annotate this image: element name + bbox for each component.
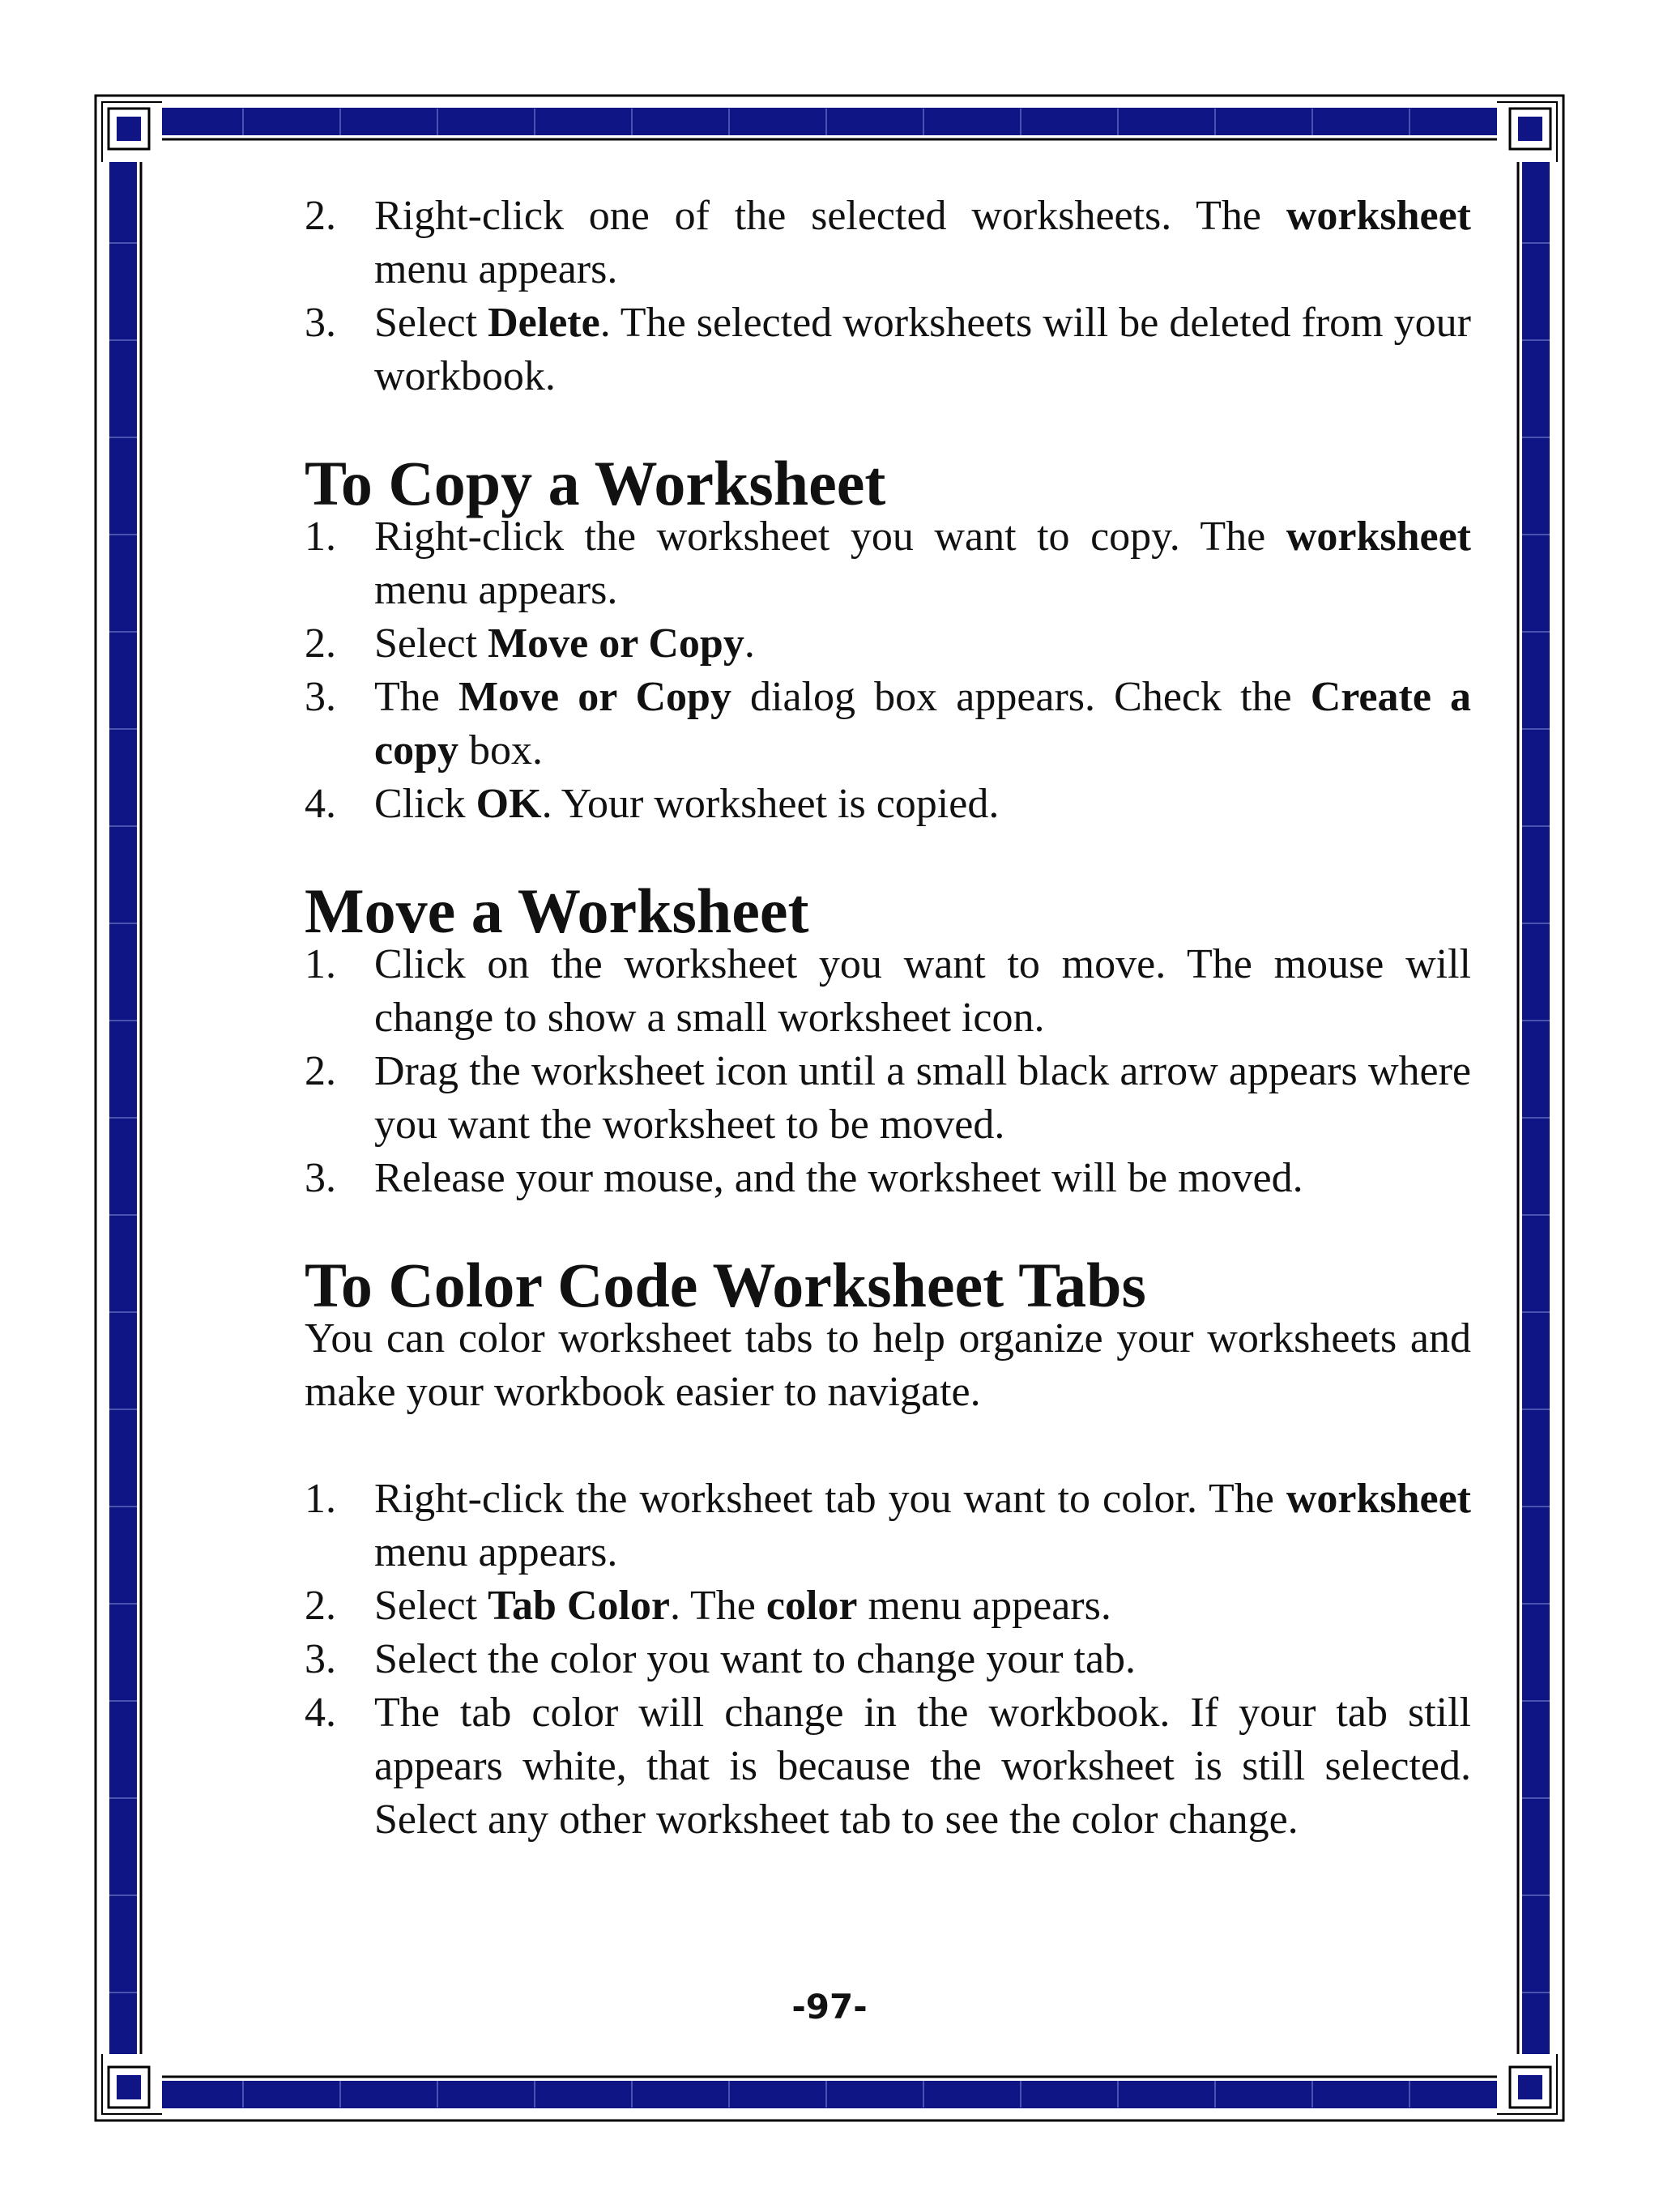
section-heading-copy: To Copy a Worksheet	[305, 448, 886, 518]
step-number: 2.	[305, 1048, 336, 1094]
list-item	[305, 510, 1471, 617]
step-number: 4.	[305, 781, 336, 827]
step-text: Select Move or Copy.	[374, 620, 755, 667]
corner-ornament-fill	[1518, 2075, 1542, 2099]
list-item	[305, 1686, 1471, 1847]
list-item	[305, 617, 1471, 671]
color-intro-paragraph: You can color worksheet tabs to help organize your worksheets and make your workbook easier to navigate.	[305, 1315, 1471, 1415]
step-number: 2.	[305, 193, 336, 239]
page-content	[305, 190, 1471, 1847]
list-item	[305, 1152, 1471, 1205]
step-number: 1.	[305, 1476, 336, 1522]
color-steps-list	[305, 1473, 1471, 1847]
page-number: -97-	[791, 1987, 868, 2027]
step-text: Right-click the worksheet tab you want to color. The worksheet menu appears.	[374, 1476, 1471, 1575]
section-heading-color: To Color Code Worksheet Tabs	[305, 1250, 1146, 1320]
step-text: The Move or Copy dialog box appears. Check the Create a copy box.	[374, 674, 1472, 774]
step-number: 3.	[305, 1155, 336, 1201]
step-text: Right-click one of the selected worksheets. The worksheet menu appears.	[374, 193, 1471, 292]
section-heading-move: Move a Worksheet	[305, 876, 809, 946]
copy-steps-list	[305, 510, 1471, 831]
step-text: Click OK. Your worksheet is copied.	[374, 781, 1000, 827]
corner-ornament-fill	[117, 2075, 141, 2099]
list-item	[305, 778, 1471, 831]
step-number: 3.	[305, 674, 336, 720]
step-number: 1.	[305, 941, 336, 987]
step-number: 2.	[305, 1583, 336, 1629]
corner-ornament-fill	[1518, 117, 1542, 141]
list-item	[305, 1473, 1471, 1579]
step-text: Click on the worksheet you want to move. The mouse will change to show a small worksheet icon.	[374, 941, 1471, 1041]
list-item	[305, 190, 1471, 296]
move-steps-list	[305, 938, 1471, 1205]
list-item	[305, 296, 1471, 403]
continued-steps-list	[305, 190, 1471, 403]
step-text: Select Tab Color. The color menu appears.	[374, 1583, 1111, 1629]
list-item	[305, 938, 1471, 1045]
step-text: Select Delete. The selected worksheets will be deleted from your workbook.	[374, 300, 1471, 399]
step-number: 3.	[305, 300, 336, 346]
step-text: Release your mouse, and the worksheet will be moved.	[374, 1155, 1303, 1201]
step-text: The tab color will change in the workbook. If your tab still appears white, that is because the worksheet is still selected. Select any other worksheet tab to see the color change.	[374, 1690, 1471, 1843]
list-item	[305, 1633, 1471, 1686]
step-text: Select the color you want to change your tab.	[374, 1636, 1137, 1682]
list-item	[305, 671, 1471, 778]
step-number: 4.	[305, 1690, 336, 1736]
corner-ornament-fill	[117, 117, 141, 141]
step-number: 3.	[305, 1636, 336, 1682]
step-text: Right-click the worksheet you want to copy. The worksheet menu appears.	[374, 514, 1471, 613]
step-number: 2.	[305, 620, 336, 667]
step-number: 1.	[305, 514, 336, 560]
step-text: Drag the worksheet icon until a small black arrow appears where you want the worksheet to be moved.	[374, 1048, 1471, 1148]
list-item	[305, 1045, 1471, 1152]
list-item	[305, 1579, 1471, 1633]
